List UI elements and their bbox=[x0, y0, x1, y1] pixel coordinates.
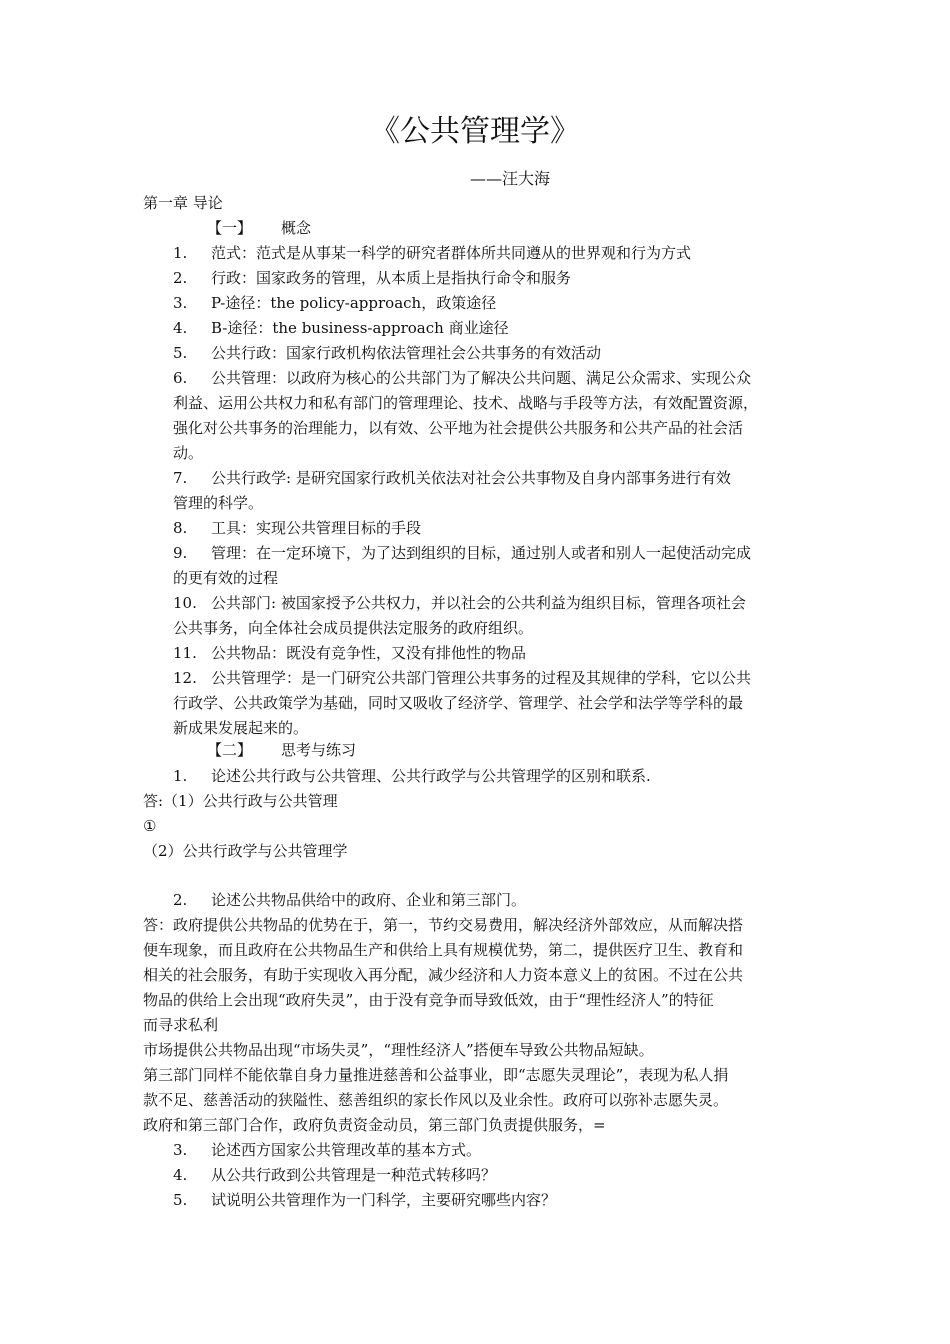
question-text: 论述西方国家公共管理改革的基本方式。 bbox=[211, 1141, 482, 1159]
question-number: 4. bbox=[173, 1166, 188, 1184]
author-line: ——汪大海 bbox=[470, 169, 551, 188]
answer-1-line: （2）公共行政学与公共管理学 bbox=[143, 842, 348, 860]
item-text: 公共管理：以政府为核心的公共部门为了解决公共问题、满足公众需求、实现公众 bbox=[211, 369, 752, 387]
item-number: 10. bbox=[173, 594, 197, 612]
item-number: 2. bbox=[173, 269, 188, 287]
question-text: 试说明公共管理作为一门科学，主要研究哪些内容？ bbox=[211, 1191, 557, 1209]
answer-2-line: 便车现象，而且政府在公共物品生产和供给上具有规模优势，第二，提供医疗卫生、教育和 bbox=[143, 941, 744, 959]
answer-2-line: 第三部门同样不能依靠自身力量推进慈善和公益事业，即“志愿失灵理论”，表现为私人捐 bbox=[143, 1066, 729, 1084]
question-number: 2. bbox=[173, 891, 188, 909]
question-2 bbox=[173, 888, 526, 913]
answer-1-line: 答:（1）公共行政与公共管理 bbox=[143, 792, 338, 810]
item-text: 行政：国家政务的管理，从本质上是指执行命令和服务 bbox=[211, 269, 572, 287]
concept-item-continuation: 动。 bbox=[173, 444, 204, 462]
concept-item bbox=[173, 516, 421, 541]
question-text: 论述公共物品供给中的政府、企业和第三部门。 bbox=[211, 891, 527, 909]
question-number: 3. bbox=[173, 1141, 188, 1159]
answer-2-line: 相关的社会服务，有助于实现收入再分配，减少经济和人力资本意义上的贫困。不过在公共 bbox=[143, 966, 744, 984]
concept-item-continuation: 的更有效的过程 bbox=[173, 569, 279, 587]
concept-item bbox=[173, 666, 751, 691]
concept-item bbox=[173, 591, 746, 616]
item-number: 8. bbox=[173, 519, 188, 537]
item-number: 5. bbox=[173, 344, 188, 362]
concept-item bbox=[173, 316, 509, 341]
section-label: 思考与练习 bbox=[281, 741, 357, 759]
answer-2-line: 市场提供公共物品出现“市场失灵”，“理性经济人”搭便车导致公共物品短缺。 bbox=[143, 1041, 654, 1059]
question-number: 1. bbox=[173, 767, 188, 785]
item-number: 12. bbox=[173, 669, 197, 687]
item-number: 9. bbox=[173, 544, 188, 562]
item-text: 公共部门: 被国家授予公共权力，并以社会的公共利益为组织目标，管理各项社会 bbox=[211, 594, 746, 612]
question-5 bbox=[173, 1188, 556, 1213]
item-text: 公共管理学：是一门研究公共部门管理公共事务的过程及其规律的学科，它以公共 bbox=[211, 669, 752, 687]
concept-item-continuation: 公共事务，向全体社会成员提供法定服务的政府组织。 bbox=[173, 619, 534, 637]
concept-item-continuation: 利益、运用公共权力和私有部门的管理理论、技术、战略与手段等方法，有效配置资源， bbox=[173, 394, 759, 412]
concept-item bbox=[173, 466, 731, 491]
section-heading-1 bbox=[207, 216, 311, 241]
item-text: 公共物品：既没有竞争性，又没有排他性的物品 bbox=[211, 644, 527, 662]
concept-item bbox=[173, 641, 526, 666]
question-1 bbox=[173, 764, 651, 789]
item-number: 3. bbox=[173, 294, 188, 312]
section-bracket: 【一】 bbox=[207, 219, 253, 237]
concept-item-continuation: 管理的科学。 bbox=[173, 494, 264, 512]
concept-item bbox=[173, 366, 751, 391]
concept-item bbox=[173, 291, 496, 316]
item-text: 管理：在一定环境下，为了达到组织的目标，通过别人或者和别人一起使活动完成 bbox=[211, 544, 752, 562]
item-number: 1. bbox=[173, 244, 188, 262]
section-label: 概念 bbox=[281, 219, 312, 237]
question-number: 5. bbox=[173, 1191, 188, 1209]
answer-2-line: 而寻求私利 bbox=[143, 1016, 219, 1034]
answer-2-line: 政府和第三部门合作，政府负责资金动员，第三部门负责提供服务，= bbox=[143, 1116, 606, 1134]
answer-1-line: ① bbox=[143, 817, 157, 835]
item-text: 公共行政学: 是研究国家行政机关依法对社会公共事物及自身内部事务进行有效 bbox=[211, 469, 731, 487]
item-text: 公共行政：国家行政机构依法管理社会公共事务的有效活动 bbox=[211, 344, 602, 362]
answer-2-line: 款不足、慈善活动的狭隘性、慈善组织的家长作风以及业余性。政府可以弥补志愿失灵。 bbox=[143, 1091, 729, 1109]
concept-item bbox=[173, 241, 691, 266]
answer-2-line: 物品的供给上会出现“政府失灵”，由于没有竞争而导致低效，由于“理性经济人”的特征 bbox=[143, 991, 714, 1009]
question-3 bbox=[173, 1138, 481, 1163]
question-text: 论述公共行政与公共管理、公共行政学与公共管理学的区别和联系. bbox=[211, 767, 651, 785]
item-number: 7. bbox=[173, 469, 188, 487]
concept-item bbox=[173, 266, 571, 291]
section-bracket: 【二】 bbox=[207, 741, 253, 759]
item-text: P-途径：the policy-approach，政策途径 bbox=[211, 294, 497, 312]
concept-item bbox=[173, 341, 601, 366]
concept-item-continuation: 新成果发展起来的。 bbox=[173, 719, 309, 737]
chapter-heading: 第一章 导论 bbox=[143, 194, 223, 212]
document-title: 《公共管理学》 bbox=[370, 114, 580, 149]
concept-item-continuation: 行政学、公共政策学为基础，同时又吸收了经济学、管理学、社会学和法学等学科的最 bbox=[173, 694, 744, 712]
item-number: 4. bbox=[173, 319, 188, 337]
section-heading-2 bbox=[207, 738, 356, 763]
question-4 bbox=[173, 1163, 496, 1188]
item-text: B-途径：the business-approach 商业途径 bbox=[211, 319, 509, 337]
question-text: 从公共行政到公共管理是一种范式转移吗？ bbox=[211, 1166, 497, 1184]
concept-item bbox=[173, 541, 751, 566]
item-text: 范式：范式是从事某一科学的研究者群体所共同遵从的世界观和行为方式 bbox=[211, 244, 692, 262]
item-text: 工具：实现公共管理目标的手段 bbox=[211, 519, 422, 537]
concept-item-continuation: 强化对公共事务的治理能力，以有效、公平地为社会提供公共服务和公共产品的社会活 bbox=[173, 419, 744, 437]
answer-2-line: 答：政府提供公共物品的优势在于，第一，节约交易费用，解决经济外部效应，从而解决搭 bbox=[143, 916, 744, 934]
item-number: 6. bbox=[173, 369, 188, 387]
item-number: 11. bbox=[173, 644, 197, 662]
